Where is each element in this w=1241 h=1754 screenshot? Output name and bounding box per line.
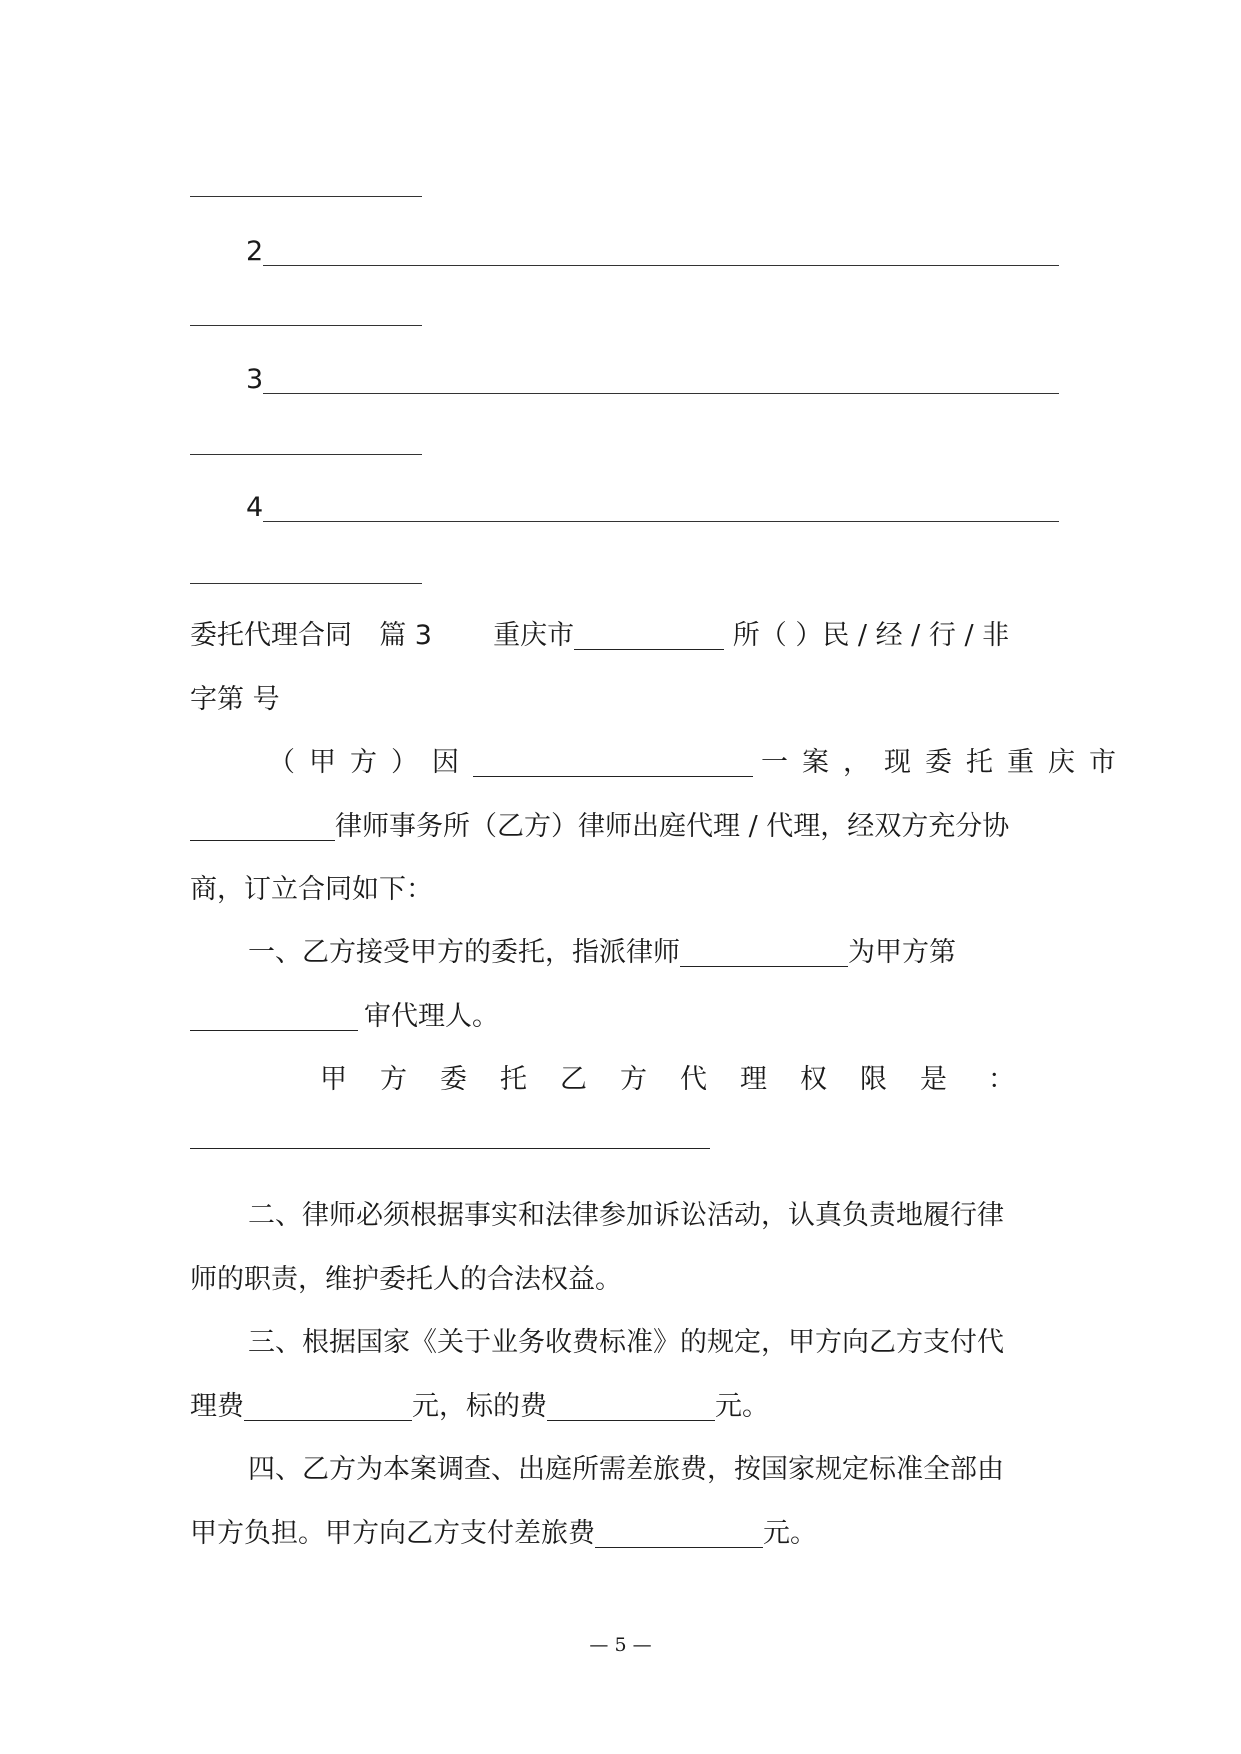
section-label: 篇: [379, 620, 407, 651]
clause-text: 元。: [763, 1518, 817, 1549]
item-number: 4: [246, 492, 264, 523]
intro-text: 一案，现委托重庆市: [761, 747, 1130, 778]
clause-text: 甲方负担。甲方向乙方支付差旅费: [190, 1518, 595, 1549]
blank-line: [190, 454, 422, 455]
clause-3-line-2: [190, 1389, 1060, 1425]
blank-field: [595, 1517, 763, 1548]
intro-text: 律师事务所（乙方）律师出庭代理 / 代理，经双方充分协: [335, 811, 1010, 842]
clause-4-line-2: [190, 1516, 1060, 1552]
authority-line: [190, 1062, 1060, 1098]
clause-2-line-1: [190, 1198, 1060, 1234]
list-item: [190, 490, 1060, 526]
blank-line: [263, 491, 1059, 522]
intro-text: （甲方）因: [268, 747, 473, 778]
clause-text: 二、律师必须根据事实和法律参加诉讼活动，认真负责地履行律: [248, 1200, 1004, 1231]
contract-heading: [190, 618, 1060, 654]
blank-field: [473, 746, 753, 777]
list-item: [190, 362, 1060, 398]
list-item: [190, 234, 1060, 270]
intro-text: 商，订立合同如下：: [190, 874, 433, 905]
blank-field: [547, 1390, 715, 1421]
clause-text: 为甲方第: [848, 937, 956, 968]
page-number: — 5 —: [589, 1634, 652, 1656]
blank-line: [263, 363, 1059, 394]
clause-1-line-2: [190, 999, 1060, 1035]
clause-text: 三、根据国家《关于业务收费标准》的规定，甲方向乙方支付代: [248, 1327, 1004, 1358]
clause-4-line-1: [190, 1452, 1060, 1488]
clause-text: 元。: [715, 1391, 769, 1422]
colon: ：: [988, 1064, 1015, 1095]
contract-title: 委托代理合同: [190, 620, 352, 651]
section-number: 3: [414, 620, 432, 651]
intro-line-1: [190, 745, 1130, 781]
intro-line-2: [190, 809, 1060, 845]
clause-text: 理费: [190, 1391, 244, 1422]
intro-line-3: [190, 872, 1060, 908]
blank-line: [263, 235, 1059, 266]
blank-line: [190, 1148, 710, 1149]
case-number-label: 字第 号: [190, 684, 280, 715]
blank-line: [190, 583, 422, 584]
blank-field: [574, 619, 724, 650]
blank-field: [190, 810, 335, 841]
blank-line: [190, 196, 422, 197]
clause-text: 四、乙方为本案调查、出庭所需差旅费，按国家规定标准全部由: [248, 1454, 1004, 1485]
case-type-label: 所（ ）民 / 经 / 行 / 非: [732, 620, 1010, 651]
blank-field: [244, 1390, 412, 1421]
item-number: 2: [246, 236, 264, 267]
blank-field: [680, 936, 848, 967]
clause-3-line-1: [190, 1325, 1060, 1361]
clause-text: 一、乙方接受甲方的委托，指派律师: [248, 937, 680, 968]
blank-line: [190, 325, 422, 326]
clause-text: 元，标的费: [412, 1391, 547, 1422]
blank-field: [190, 1000, 358, 1031]
city-label: 重庆市: [493, 620, 575, 651]
clause-text: 师的职责，维护委托人的合法权益。: [190, 1264, 622, 1295]
item-number: 3: [246, 364, 264, 395]
case-number-line: [190, 682, 1060, 718]
clause-2-line-2: [190, 1262, 1060, 1298]
clause-text: 审代理人。: [364, 1001, 499, 1032]
authority-label: 甲方委托乙方代理权限是: [320, 1064, 980, 1095]
clause-1-line-1: [190, 935, 1060, 971]
